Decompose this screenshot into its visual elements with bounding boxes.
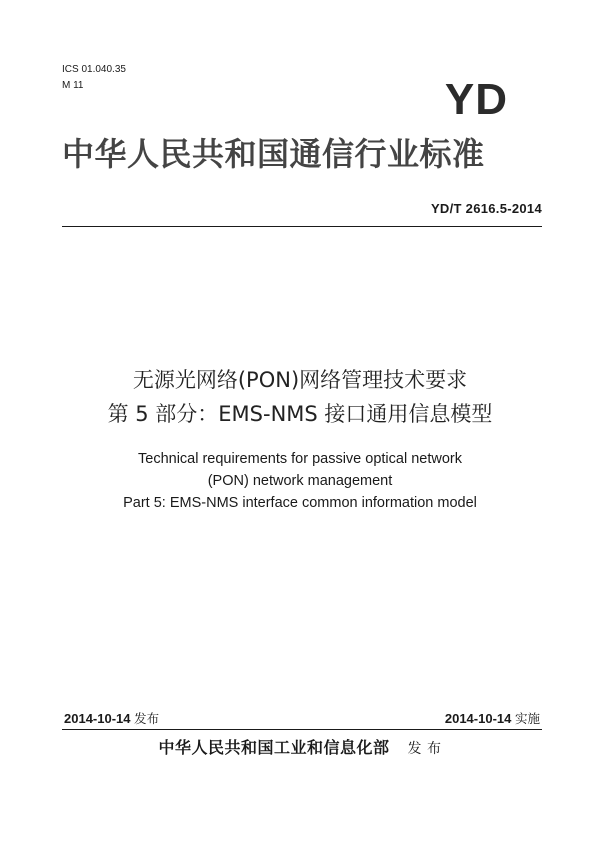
title-cn-line2: 第 5 部分：EMS-NMS 接口通用信息模型 [107,402,493,426]
issuer-name: 中华人民共和国工业和信息化部 [158,738,390,757]
organization-title: 中华人民共和国通信行业标准 [62,135,485,173]
issuer-verb: 发 布 [407,741,442,757]
top-divider [62,226,542,227]
yd-logo: YD [444,75,508,124]
classification-code: M 11 [62,80,84,91]
implement-date-block [445,709,540,727]
implement-date: 2014-10-14 [444,711,512,726]
title-en-line2: (PON) network management [207,473,393,489]
issue-date: 2014-10-14 [64,711,131,726]
standard-number: YD/T 2616.5-2014 [430,201,542,216]
title-en-line3: Part 5: EMS-NMS interface common information model [123,495,477,511]
title-cn-line1: 无源光网络(PON)网络管理技术要求 [132,368,468,392]
ics-code: ICS 01.040.35 [62,64,126,75]
issue-label: 发布 [134,711,160,726]
bottom-divider [62,729,542,730]
ics-block [62,62,126,94]
issue-date-block [64,709,159,727]
issuer-block [0,735,600,758]
title-en-line1: Technical requirements for passive optical network [138,451,462,467]
implement-label: 实施 [514,711,540,726]
